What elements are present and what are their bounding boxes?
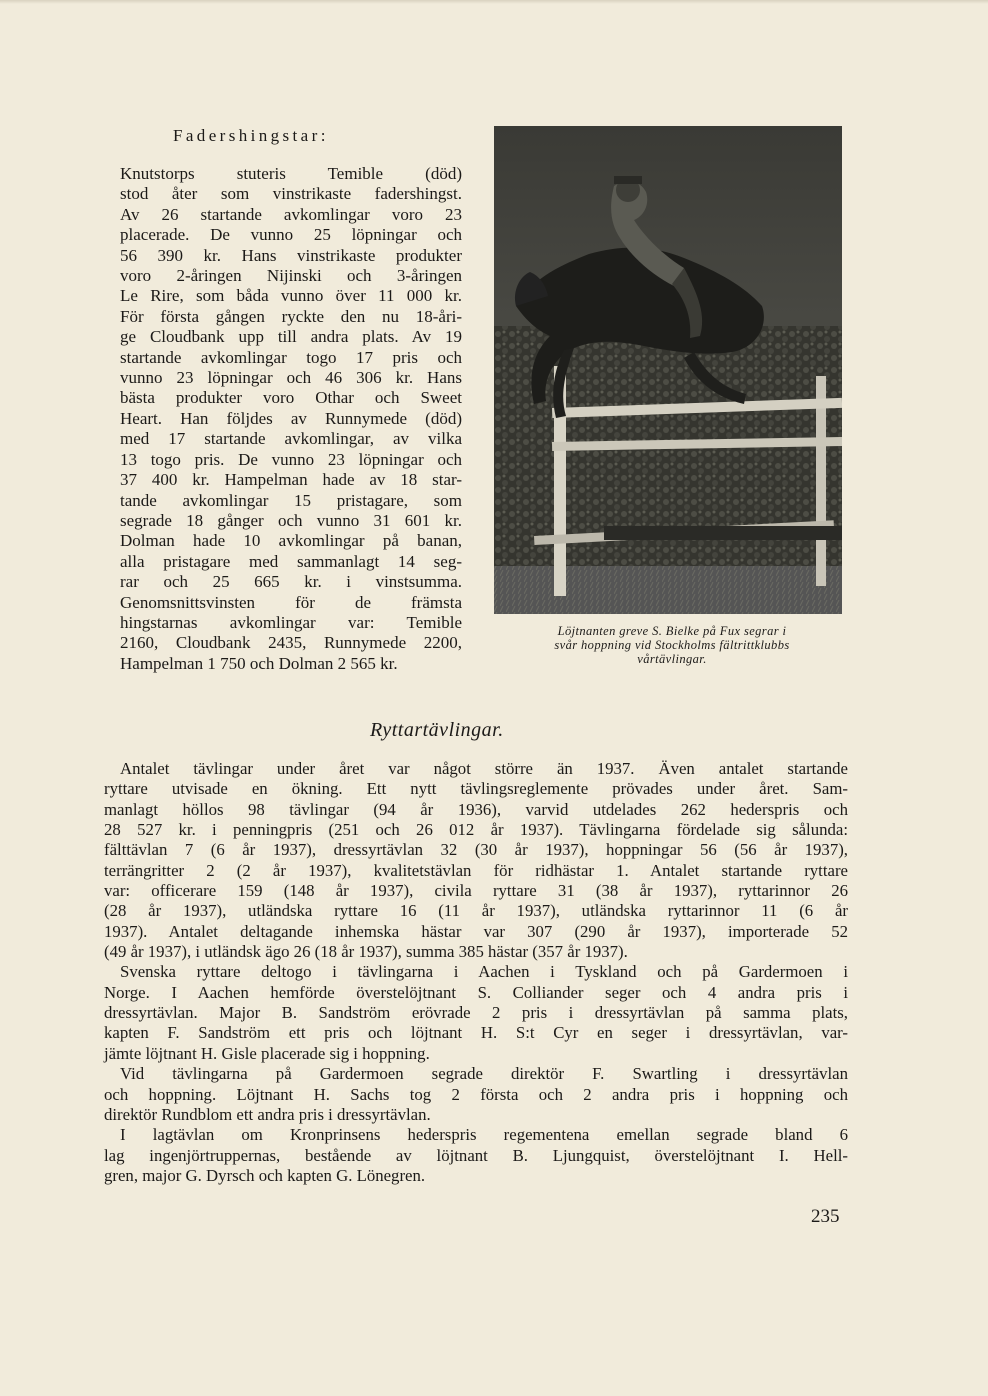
text-line: tande avkomlingar 15 pristagare, som bbox=[120, 490, 462, 510]
page-edge bbox=[0, 0, 988, 4]
fence-rail-dark bbox=[604, 526, 842, 540]
page-number: 235 bbox=[811, 1206, 840, 1227]
text-line: rar och 25 665 kr. i vinstsumma. bbox=[120, 572, 462, 592]
text-line: stod åter som vinstrikaste fadershingst. bbox=[120, 184, 462, 204]
photo-illustration bbox=[494, 126, 842, 614]
text-line: 13 togo pris. De vunno 23 löpningar och bbox=[120, 449, 462, 469]
paragraph bbox=[104, 1125, 848, 1186]
text-line: För första gången ryckte den nu 18-åri- bbox=[120, 306, 462, 326]
text-line: Genomsnittsvinsten för de främsta bbox=[120, 592, 462, 612]
text-line: 56 390 kr. Hans vinstrikaste produkter bbox=[120, 245, 462, 265]
text-line: Heart. Han följdes av Runnymede (död) bbox=[120, 408, 462, 428]
text-line: dressyrtävlan. Major B. Sandström erövrade 2 pris i dressyrtävlan på samma plats, bbox=[104, 1003, 848, 1023]
text-line: manlagt höllos 98 tävlingar (94 år 1936), varvid utdelades 262 hederspris och bbox=[104, 799, 848, 819]
text-line: fälttävlan 7 (6 år 1937), dressyrtävlan 32 (30 år 1937), hoppningar 56 (56 år 1937), bbox=[104, 840, 848, 860]
text-line: startande avkomlingar togo 17 pris och bbox=[120, 347, 462, 367]
caption-line: svår hoppning vid Stockholms fältrittklubbs bbox=[554, 638, 790, 652]
text-line: var: officerare 159 (148 år 1937), civila ryttare 31 (38 år 1937), ryttarinnor 26 bbox=[104, 881, 848, 901]
paragraph bbox=[104, 759, 848, 962]
paragraph bbox=[104, 962, 848, 1064]
text-line: ryttare utvisade en ökning. Ett nytt tävlingsreglemente prövades under året. Sam- bbox=[104, 779, 848, 799]
left-column-text bbox=[120, 164, 462, 674]
text-line: vunno 23 löpningar och 46 306 kr. Hans bbox=[120, 368, 462, 388]
caption-line: vårtävlingar. bbox=[637, 652, 707, 666]
main-body-text bbox=[104, 759, 848, 1186]
text-line: lag ingenjörtruppernas, bestående av löjtnant B. Ljungquist, överstelöjtnant I. Hell- bbox=[104, 1145, 848, 1165]
text-line: och hoppning. Löjtnant H. Sachs tog 2 första och 2 andra pris i hoppning och bbox=[104, 1084, 848, 1104]
text-line: direktör Rundblom ett andra pris i dressyrtävlan. bbox=[104, 1104, 431, 1124]
text-line: Antalet tävlingar under året var något större än 1937. Även antalet startande bbox=[120, 759, 848, 778]
section-heading-ryttartavlingar: Ryttartävlingar. bbox=[370, 719, 504, 741]
text-line: I lagtävlan om Kronprinsens hederspris regementena emellan segrade bland 6 bbox=[120, 1125, 848, 1145]
text-line: voro 2-åringen Nijinski och 3-åringen bbox=[120, 266, 462, 286]
text-line: terrängritter 2 (2 år 1937), kvalitetstävlan för ridhästar 1. Antalet startande ryttare bbox=[104, 860, 848, 880]
paragraph-fadershingstar bbox=[120, 164, 462, 674]
text-line: bästa produkter voro Othar och Sweet bbox=[120, 388, 462, 408]
text-line: Dolman hade 10 avkomlingar på banan, bbox=[120, 531, 462, 551]
text-line: med 17 startande avkomlingar, av vilka bbox=[120, 429, 462, 449]
text-line: 37 400 kr. Hampelman hade av 18 star- bbox=[120, 470, 462, 490]
paragraph bbox=[104, 1064, 848, 1125]
text-line: Av 26 startande avkomlingar voro 23 bbox=[120, 204, 462, 224]
caption-line: Löjtnanten greve S. Bielke på Fux segrar i bbox=[557, 624, 787, 638]
text-line: (28 år 1937), utländska ryttare 16 (11 år 1937), utländska ryttarinnor 11 (6 år bbox=[104, 901, 848, 921]
text-line: jämte löjtnant H. Gisle placerade sig i hoppning. bbox=[104, 1043, 430, 1063]
text-line: alla pristagare med sammanlagt 14 seg- bbox=[120, 551, 462, 571]
text-line: Svenska ryttare deltogo i tävlingarna i Aachen i Tyskland och på Gardermoen i bbox=[120, 962, 848, 982]
text-line: gren, major G. Dyrsch och kapten G. Lönegren. bbox=[104, 1165, 426, 1185]
section-heading-fadershingstar: Fadershingstar: bbox=[173, 126, 329, 145]
photo-caption bbox=[497, 624, 847, 666]
text-line: 1937). Antalet deltagande inhemska hästar var 307 (290 år 1937), importerade 52 bbox=[104, 921, 848, 941]
text-line: Norge. I Aachen hemförde överstelöjtnant S. Colliander seger och 4 andra pris i bbox=[104, 982, 848, 1002]
text-line: Le Rire, som båda vunno över 11 000 kr. bbox=[120, 286, 462, 306]
text-line: Knutstorps stuteris Temible (död) bbox=[120, 164, 462, 183]
text-line: kapten F. Sandström ett pris och löjtnant H. S:t Cyr en seger i dressyrtävlan, var- bbox=[104, 1023, 848, 1043]
text-line: 2160, Cloudbank 2435, Runnymede 2200, bbox=[120, 633, 462, 653]
horse-jumping-photo bbox=[494, 126, 842, 614]
text-line: Hampelman 1 750 och Dolman 2 565 kr. bbox=[120, 653, 398, 673]
text-line: Vid tävlingarna på Gardermoen segrade direktör F. Swartling i dressyrtävlan bbox=[120, 1064, 848, 1084]
text-line: 28 527 kr. i penningpris (251 och 26 012 år 1937). Tävlingarna fördelade sig sålunda: bbox=[104, 820, 848, 840]
text-line: (49 år 1937), i utländsk ägo 26 (18 år 1937), summa 385 hästar (357 år 1937). bbox=[104, 942, 628, 962]
text-line: placerade. De vunno 25 löpningar och bbox=[120, 225, 462, 245]
text-line: ge Cloudbank upp till andra plats. Av 19 bbox=[120, 327, 462, 347]
text-line: hingstarnas avkomlingar var: Temible bbox=[120, 612, 462, 632]
text-line: segrade 18 gånger och vunno 31 601 kr. bbox=[120, 510, 462, 530]
